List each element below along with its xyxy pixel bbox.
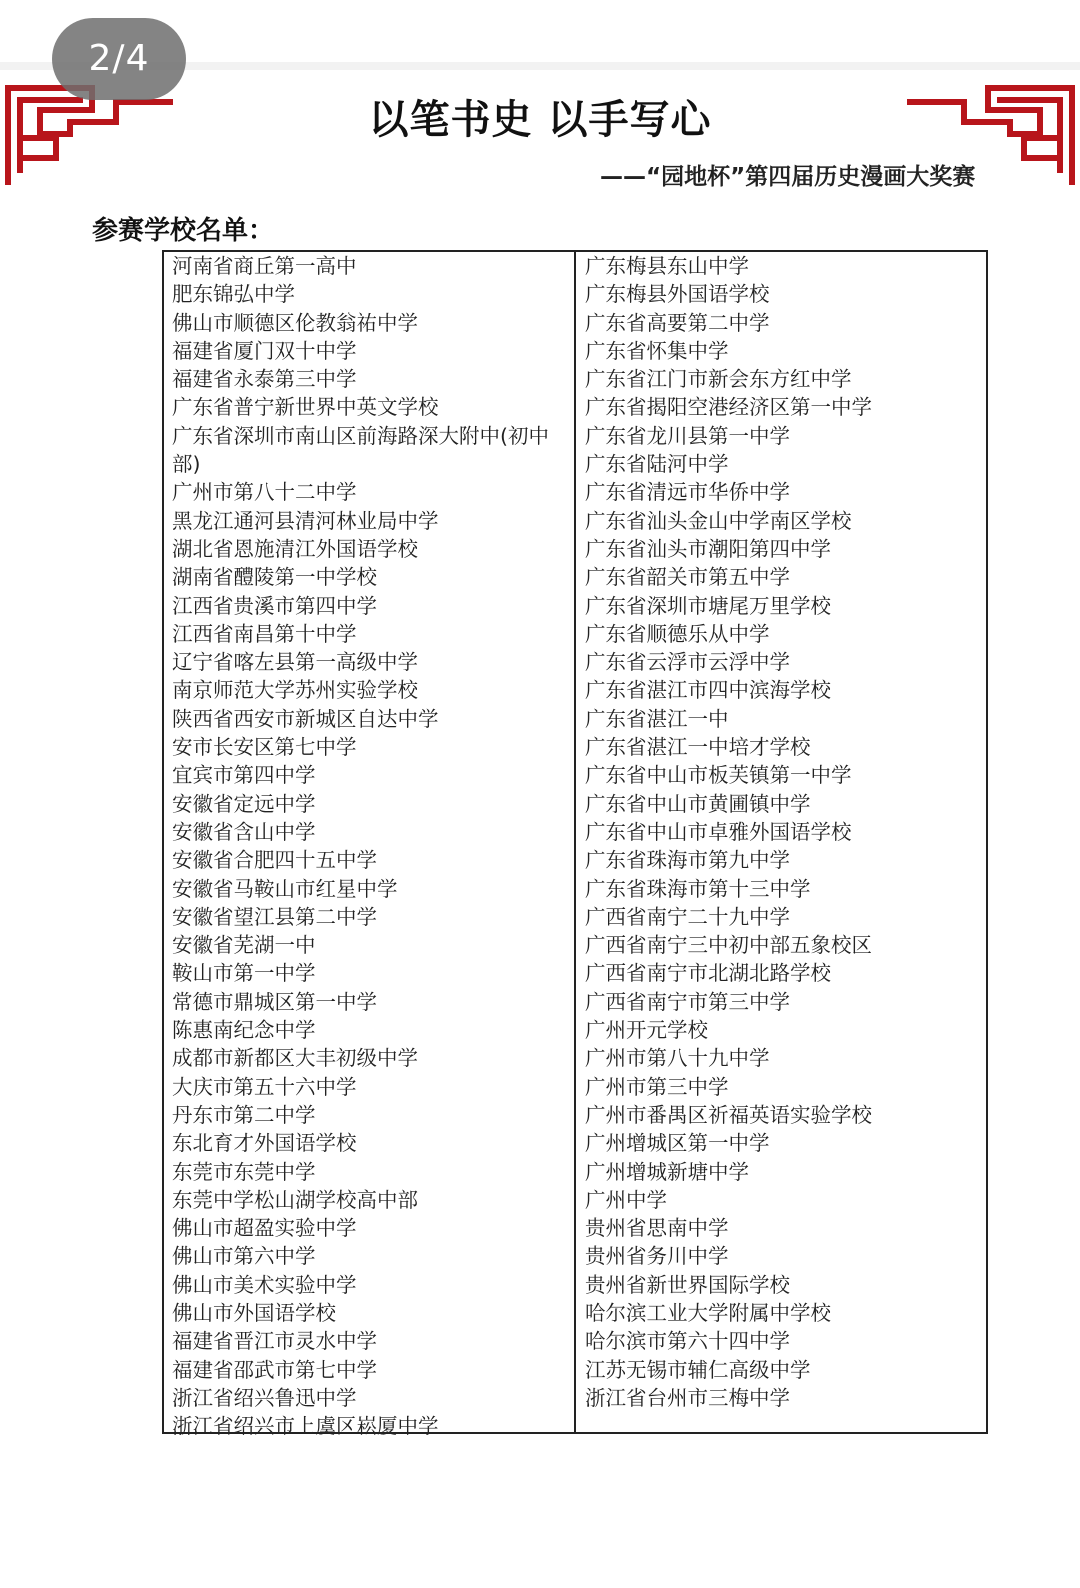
school-name: 广东省湛江市四中滨海学校 xyxy=(585,678,831,703)
school-column-left xyxy=(172,252,567,1440)
school-name: 福建省晋江市灵水中学 xyxy=(172,1329,377,1354)
school-name: 福建省厦门双十中学 xyxy=(172,338,357,363)
school-name: 成都市新都区大丰初级中学 xyxy=(172,1046,418,1071)
school-name: 鞍山市第一中学 xyxy=(172,961,316,986)
school-name: 东北育才外国语学校 xyxy=(172,1131,357,1156)
school-name: 广东省普宁新世界中英文学校 xyxy=(172,395,439,420)
school-name: 广东省珠海市第九中学 xyxy=(585,848,790,873)
school-name: 广东省江门市新会东方红中学 xyxy=(585,367,852,392)
school-column-right xyxy=(585,252,980,1412)
school-name: 东莞市东莞中学 xyxy=(172,1159,316,1184)
school-name: 福建省永泰第三中学 xyxy=(172,367,357,392)
school-name: 哈尔滨工业大学附属中学校 xyxy=(585,1300,831,1325)
column-divider xyxy=(574,252,576,1432)
school-name: 广东省云浮市云浮中学 xyxy=(585,650,790,675)
school-name: 佛山市美术实验中学 xyxy=(172,1272,357,1297)
school-name: 安徽省芜湖一中 xyxy=(172,933,316,958)
school-name: 福建省邵武市第七中学 xyxy=(172,1357,377,1382)
school-name: 广东省中山市板芙镇第一中学 xyxy=(585,763,852,788)
school-name: 哈尔滨市第六十四中学 xyxy=(585,1329,790,1354)
school-name: 安市长安区第七中学 xyxy=(172,735,357,760)
school-name: 广东省中山市黄圃镇中学 xyxy=(585,791,811,816)
school-name: 广东省怀集中学 xyxy=(585,338,729,363)
school-name: 安徽省望江县第二中学 xyxy=(172,904,377,929)
page-indicator-badge: 2/4 xyxy=(52,18,186,100)
school-name: 贵州省新世界国际学校 xyxy=(585,1272,790,1297)
school-name: 浙江省台州市三梅中学 xyxy=(585,1385,790,1410)
school-name: 南京师范大学苏州实验学校 xyxy=(172,678,418,703)
school-name: 广州增城新塘中学 xyxy=(585,1159,749,1184)
poster-title: 以笔书史 以手写心 xyxy=(368,97,712,143)
school-name: 东莞中学松山湖学校高中部 xyxy=(172,1187,418,1212)
school-name: 广东梅县东山中学 xyxy=(585,254,749,278)
school-name: 广西省南宁三中初中部五象校区 xyxy=(585,933,872,958)
school-name: 贵州省务川中学 xyxy=(585,1244,729,1269)
school-name: 河南省商丘第一高中 xyxy=(172,254,357,278)
school-name: 丹东市第二中学 xyxy=(172,1102,316,1127)
school-name: 广东省珠海市第十三中学 xyxy=(585,876,811,901)
school-name: 广东省顺德乐从中学 xyxy=(585,621,770,646)
school-name: 广东省中山市卓雅外国语学校 xyxy=(585,819,852,844)
school-name: 广东省湛江一中 xyxy=(585,706,729,731)
school-name: 陈惠南纪念中学 xyxy=(172,1018,316,1043)
school-name: 浙江省绍兴市上虞区崧厦中学 xyxy=(172,1414,439,1439)
school-name: 辽宁省喀左县第一高级中学 xyxy=(172,650,418,675)
school-name: 广州市第八十九中学 xyxy=(585,1046,770,1071)
poster-subtitle: ——“园地杯”第四届历史漫画大奖赛 xyxy=(600,164,976,190)
school-list-table xyxy=(162,250,988,1439)
school-name: 广西省南宁市第三中学 xyxy=(585,989,790,1014)
school-name: 广州市番禺区祈福英语实验学校 xyxy=(585,1102,872,1127)
school-name: 佛山市顺德区伦教翁祐中学 xyxy=(172,310,418,335)
school-name: 广州市第八十二中学 xyxy=(172,480,357,505)
school-name: 广东省汕头金山中学南区学校 xyxy=(585,508,852,533)
school-name: 广州开元学校 xyxy=(585,1018,708,1043)
school-name: 广东省韶关市第五中学 xyxy=(585,565,790,590)
school-name: 广东省湛江一中培才学校 xyxy=(585,735,811,760)
school-name: 广东省清远市华侨中学 xyxy=(585,480,790,505)
school-name: 江西省贵溪市第四中学 xyxy=(172,593,377,618)
school-name: 黑龙江通河县清河林业局中学 xyxy=(172,508,439,533)
school-name: 广东省龙川县第一中学 xyxy=(585,423,790,448)
school-name: 肥东锦弘中学 xyxy=(172,282,295,307)
school-name: 广西省南宁二十九中学 xyxy=(585,904,790,929)
school-name: 安徽省马鞍山市红星中学 xyxy=(172,876,398,901)
school-list-heading: 参赛学校名单： xyxy=(92,216,275,246)
school-name: 安徽省含山中学 xyxy=(172,819,316,844)
school-name: 安徽省合肥四十五中学 xyxy=(172,848,377,873)
school-name: 广东省揭阳空港经济区第一中学 xyxy=(585,395,872,420)
school-name: 常德市鼎城区第一中学 xyxy=(172,989,377,1014)
school-name: 大庆市第五十六中学 xyxy=(172,1074,357,1099)
school-name: 浙江省绍兴鲁迅中学 xyxy=(172,1385,357,1410)
school-name: 佛山市第六中学 xyxy=(172,1244,316,1269)
school-name: 江西省南昌第十中学 xyxy=(172,621,357,646)
school-name: 广东省深圳市南山区前海路深大附中(初中部) xyxy=(172,423,549,477)
school-name: 广东梅县外国语学校 xyxy=(585,282,770,307)
school-name: 广西省南宁市北湖北路学校 xyxy=(585,961,831,986)
school-name: 广东省深圳市塘尾万里学校 xyxy=(585,593,831,618)
school-name: 广州增城区第一中学 xyxy=(585,1131,770,1156)
school-name: 广东省陆河中学 xyxy=(585,452,729,477)
school-name: 安徽省定远中学 xyxy=(172,791,316,816)
school-name: 江苏无锡市辅仁高级中学 xyxy=(585,1357,811,1382)
school-name: 陕西省西安市新城区自达中学 xyxy=(172,706,439,731)
school-name: 广州中学 xyxy=(585,1187,667,1212)
school-name: 湖北省恩施清江外国语学校 xyxy=(172,536,418,561)
school-name: 宜宾市第四中学 xyxy=(172,763,316,788)
school-name: 广东省汕头市潮阳第四中学 xyxy=(585,536,831,561)
school-name: 广东省高要第二中学 xyxy=(585,310,770,335)
school-name: 贵州省思南中学 xyxy=(585,1216,729,1241)
school-name: 湖南省醴陵第一中学校 xyxy=(172,565,377,590)
school-name: 佛山市超盈实验中学 xyxy=(172,1216,357,1241)
school-name: 广州市第三中学 xyxy=(585,1074,729,1099)
school-name: 佛山市外国语学校 xyxy=(172,1300,336,1325)
